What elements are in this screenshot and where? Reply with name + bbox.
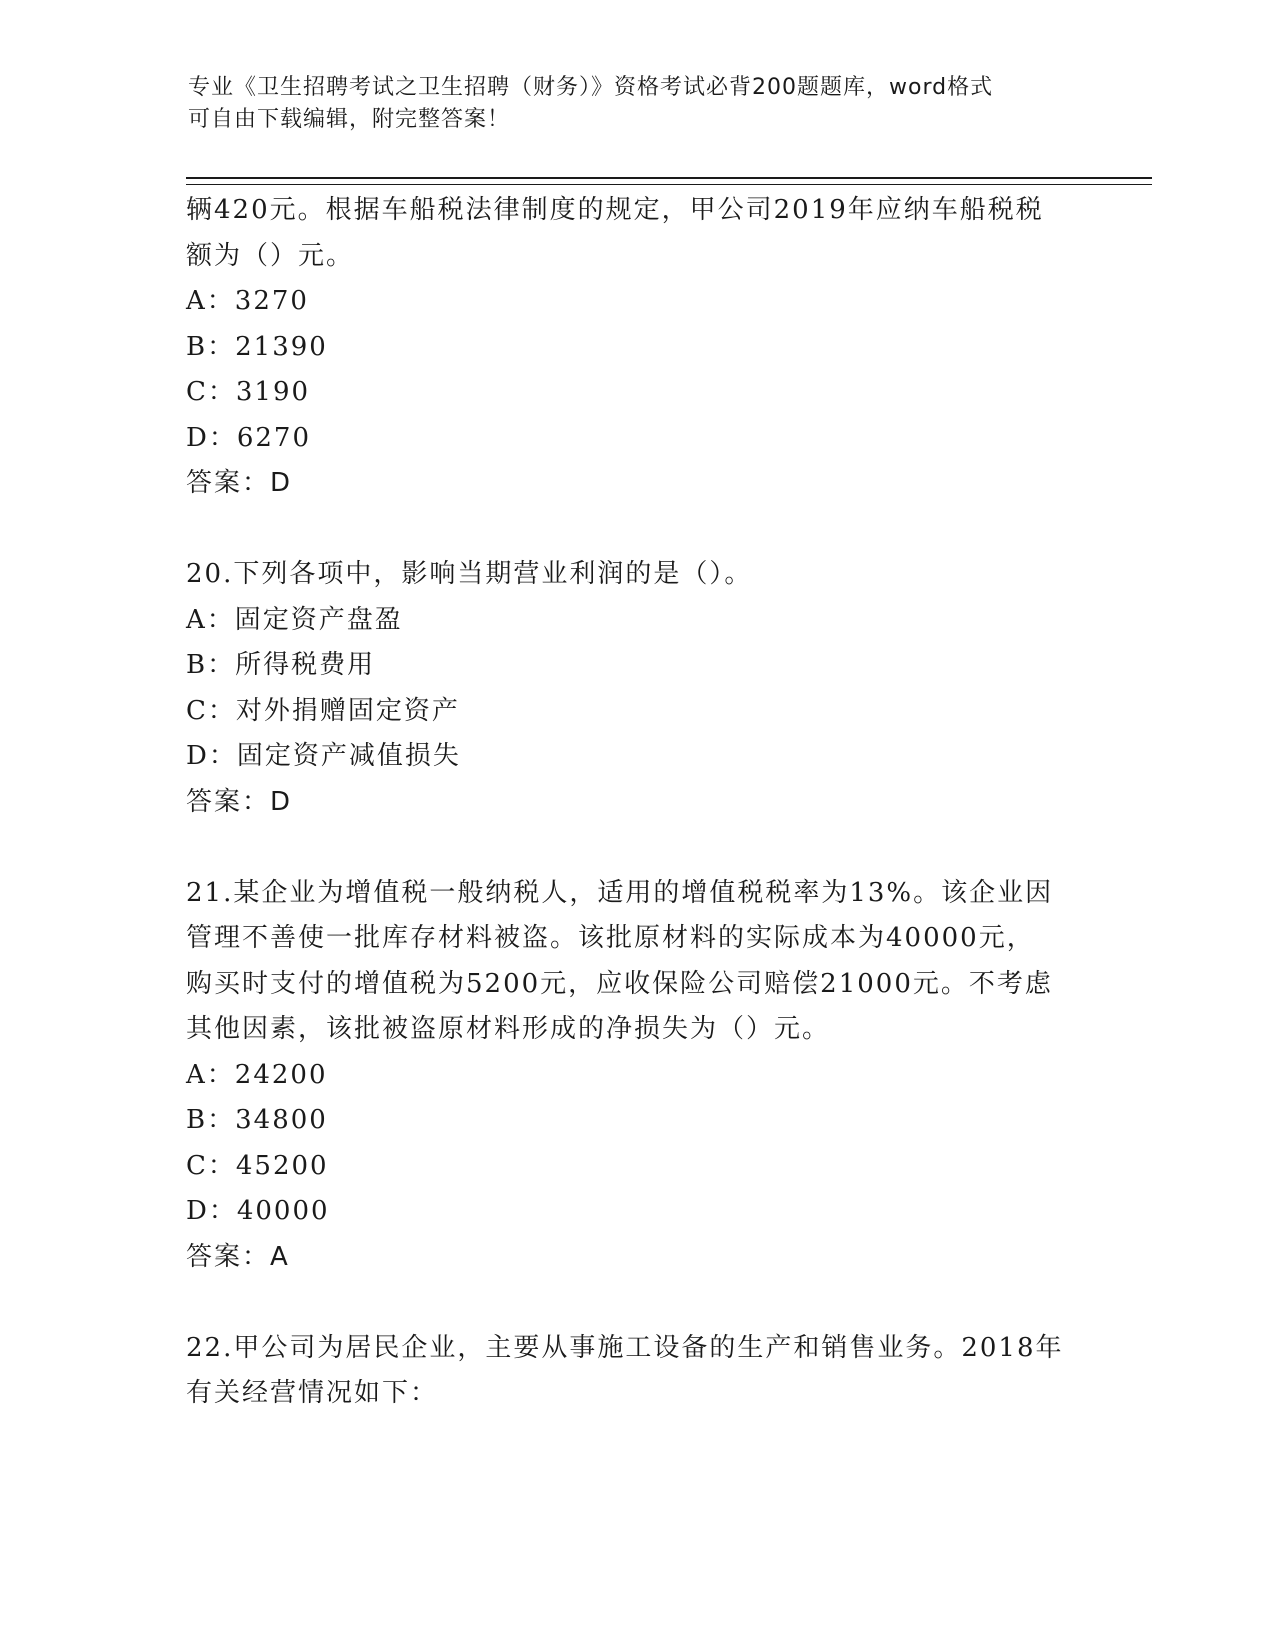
option-d: D：固定资产减值损失 [186,741,461,771]
option-a: A：24200 [186,1059,328,1090]
question-list [186,188,1086,1417]
question-stem-line: 20.下列各项中，影响当期营业利润的是（）。 [186,559,753,589]
question-19 [186,188,1086,507]
header-line-2: 可自由下载编辑，附完整答案！ [188,107,511,132]
question-stem-line: 购买时支付的增值税为5200元，应收保险公司赔偿21000元。不考虑 [186,968,1053,999]
option-b: B：所得税费用 [186,650,376,680]
question-stem-line: 21.某企业为增值税一般纳税人，适用的增值税税率为13%。该企业因 [186,877,1054,908]
option-c: C：45200 [186,1150,329,1181]
header-divider [186,177,1152,185]
question-stem-line: 管理不善使一批库存材料被盗。该批原材料的实际成本为40000元， [186,923,1035,953]
question-stem-line: 22.甲公司为居民企业，主要从事施工设备的生产和销售业务。2018年 [186,1332,1064,1363]
page-header [188,72,1068,136]
option-c: C：对外捐赠固定资产 [186,695,460,726]
question-20 [186,552,1086,825]
option-a: A：3270 [186,286,309,316]
option-b: B：21390 [186,331,328,362]
header-line-1: 专业《卫生招聘考试之卫生招聘（财务）》资格考试必背200题题库，word格式 [188,75,994,100]
option-b: B：34800 [186,1105,328,1135]
question-stem-line: 额为（）元。 [186,240,355,271]
question-spacer [186,825,1086,871]
question-21 [186,871,1086,1281]
option-a: A：固定资产盘盈 [186,604,403,635]
question-stem-line: 辆420元。根据车船税法律制度的规定，甲公司2019年应纳车船税税 [186,195,1044,225]
answer-line: 答案：D [186,468,293,498]
question-22 [186,1326,1086,1417]
question-spacer [186,507,1086,553]
question-stem-line: 其他因素，该批被盗原材料形成的净损失为（）元。 [186,1014,831,1044]
question-stem-line: 有关经营情况如下： [186,1378,439,1408]
answer-line: 答案：A [186,1241,290,1272]
option-d: D：6270 [186,422,312,453]
question-spacer [186,1280,1086,1326]
option-c: C：3190 [186,377,311,407]
answer-line: 答案：D [186,786,293,817]
option-d: D：40000 [186,1196,330,1226]
